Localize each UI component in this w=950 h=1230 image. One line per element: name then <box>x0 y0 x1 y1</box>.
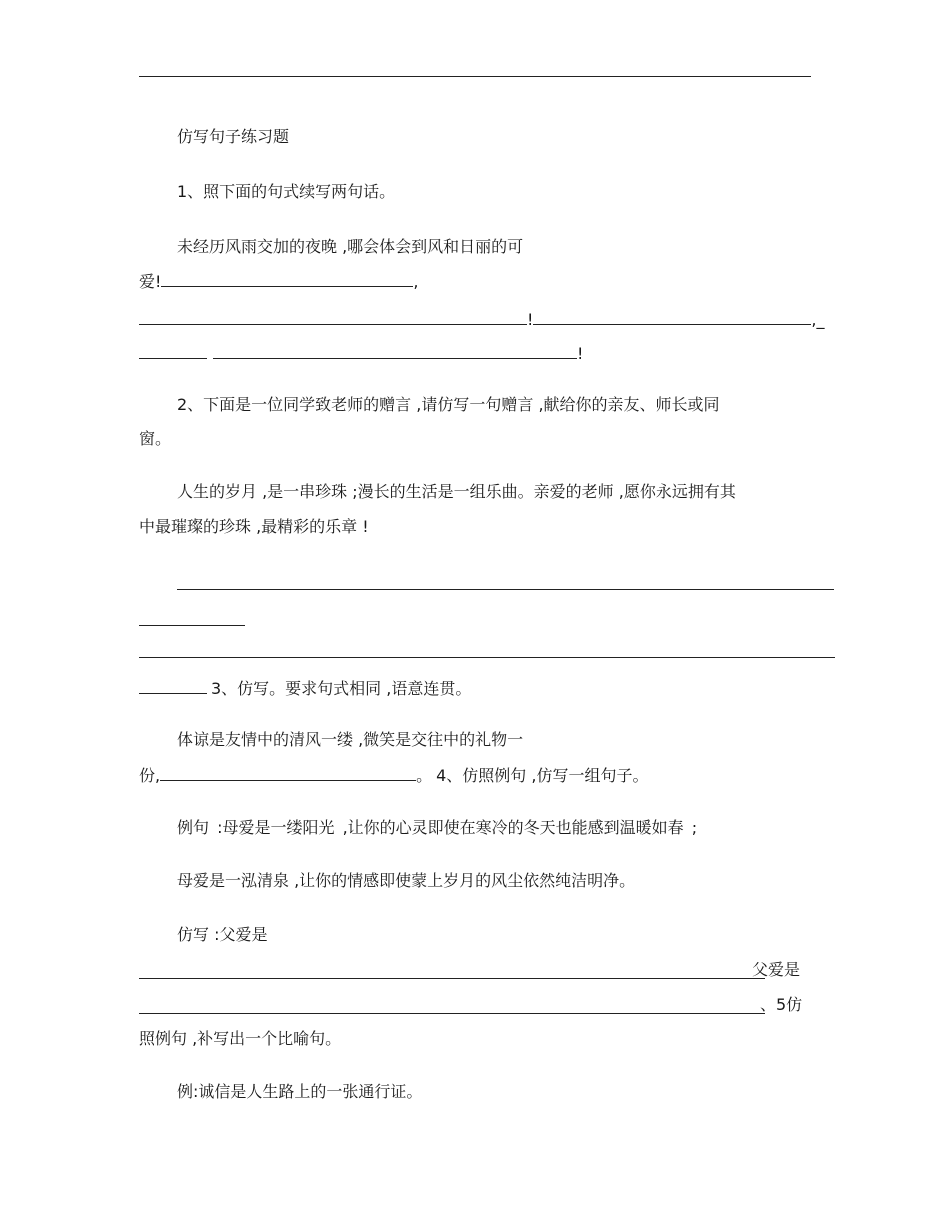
q1-example-line2 <box>139 270 419 292</box>
answer-line[interactable] <box>139 978 765 979</box>
answer-line[interactable] <box>177 589 834 590</box>
q4-imitate-label: 仿写 :父爱是 <box>177 925 268 944</box>
q1-answer-line3 <box>139 342 583 364</box>
q3-example-line1: 体谅是友情中的清风一缕 ,微笑是交往中的礼物一 <box>177 730 524 749</box>
q1-answer-line2 <box>139 308 825 330</box>
answer-line[interactable] <box>139 657 835 658</box>
q4-example1: 例句 :母爱是一缕阳光 ,让你的心灵即使在寒冷的冬天也能感到温暖如春 ; <box>177 818 698 837</box>
answer-blank[interactable] <box>139 677 207 694</box>
q5-prompt-tail: 、5仿 <box>760 995 803 1014</box>
q3-prompt: 3、仿写。要求句式相同 ,语意连贯。 <box>211 679 472 698</box>
q3-line <box>139 677 471 699</box>
q1-example-line1: 未经历风雨交加的夜晚 ,哪会体会到风和日丽的可 <box>177 237 524 256</box>
answer-blank[interactable] <box>160 764 416 781</box>
q3-example-line2-prefix: 份, <box>139 766 161 785</box>
q2-quote-line2: 中最璀璨的珍珠 ,最精彩的乐章 ! <box>139 517 369 536</box>
answer-line[interactable] <box>139 1013 765 1014</box>
excl-mark: ! <box>527 310 534 329</box>
q4-example2: 母爱是一泓清泉 ,让你的情感即使蒙上岁月的风尘依然纯洁明净。 <box>177 871 636 890</box>
answer-blank[interactable] <box>213 342 577 359</box>
period-mark: 。 <box>416 766 433 785</box>
q5-example: 例:诚信是人生路上的一张通行证。 <box>177 1082 423 1101</box>
q5-prompt-line2: 照例句 ,补写出一个比喻句。 <box>139 1029 342 1048</box>
page-title: 仿写句子练习题 <box>177 127 290 146</box>
header-rule <box>139 76 811 77</box>
answer-line[interactable] <box>139 625 245 626</box>
q1-prompt: 1、照下面的句式续写两句话。 <box>177 182 396 201</box>
comma-mark: , <box>413 272 419 291</box>
excl-mark: ! <box>577 344 584 363</box>
q4-father-love: 父爱是 <box>752 960 801 979</box>
answer-blank[interactable] <box>139 308 527 325</box>
q3-example-line2 <box>139 764 648 786</box>
q1-example-line2-prefix: 爱! <box>139 272 162 291</box>
answer-blank[interactable] <box>139 342 207 359</box>
comma-dash-mark: ,_ <box>811 310 825 329</box>
q2-prompt-line1: 2、下面是一位同学致老师的赠言 ,请仿写一句赠言 ,献给你的亲友、师长或同 <box>177 395 720 414</box>
q4-prompt: 4、仿照例句 ,仿写一组句子。 <box>436 766 649 785</box>
q2-prompt-line2: 窗。 <box>139 429 172 448</box>
answer-blank[interactable] <box>161 270 413 287</box>
q2-quote-line1: 人生的岁月 ,是一串珍珠 ;漫长的生活是一组乐曲。亲爱的老师 ,愿你永远拥有其 <box>177 482 736 501</box>
answer-blank[interactable] <box>533 308 811 325</box>
